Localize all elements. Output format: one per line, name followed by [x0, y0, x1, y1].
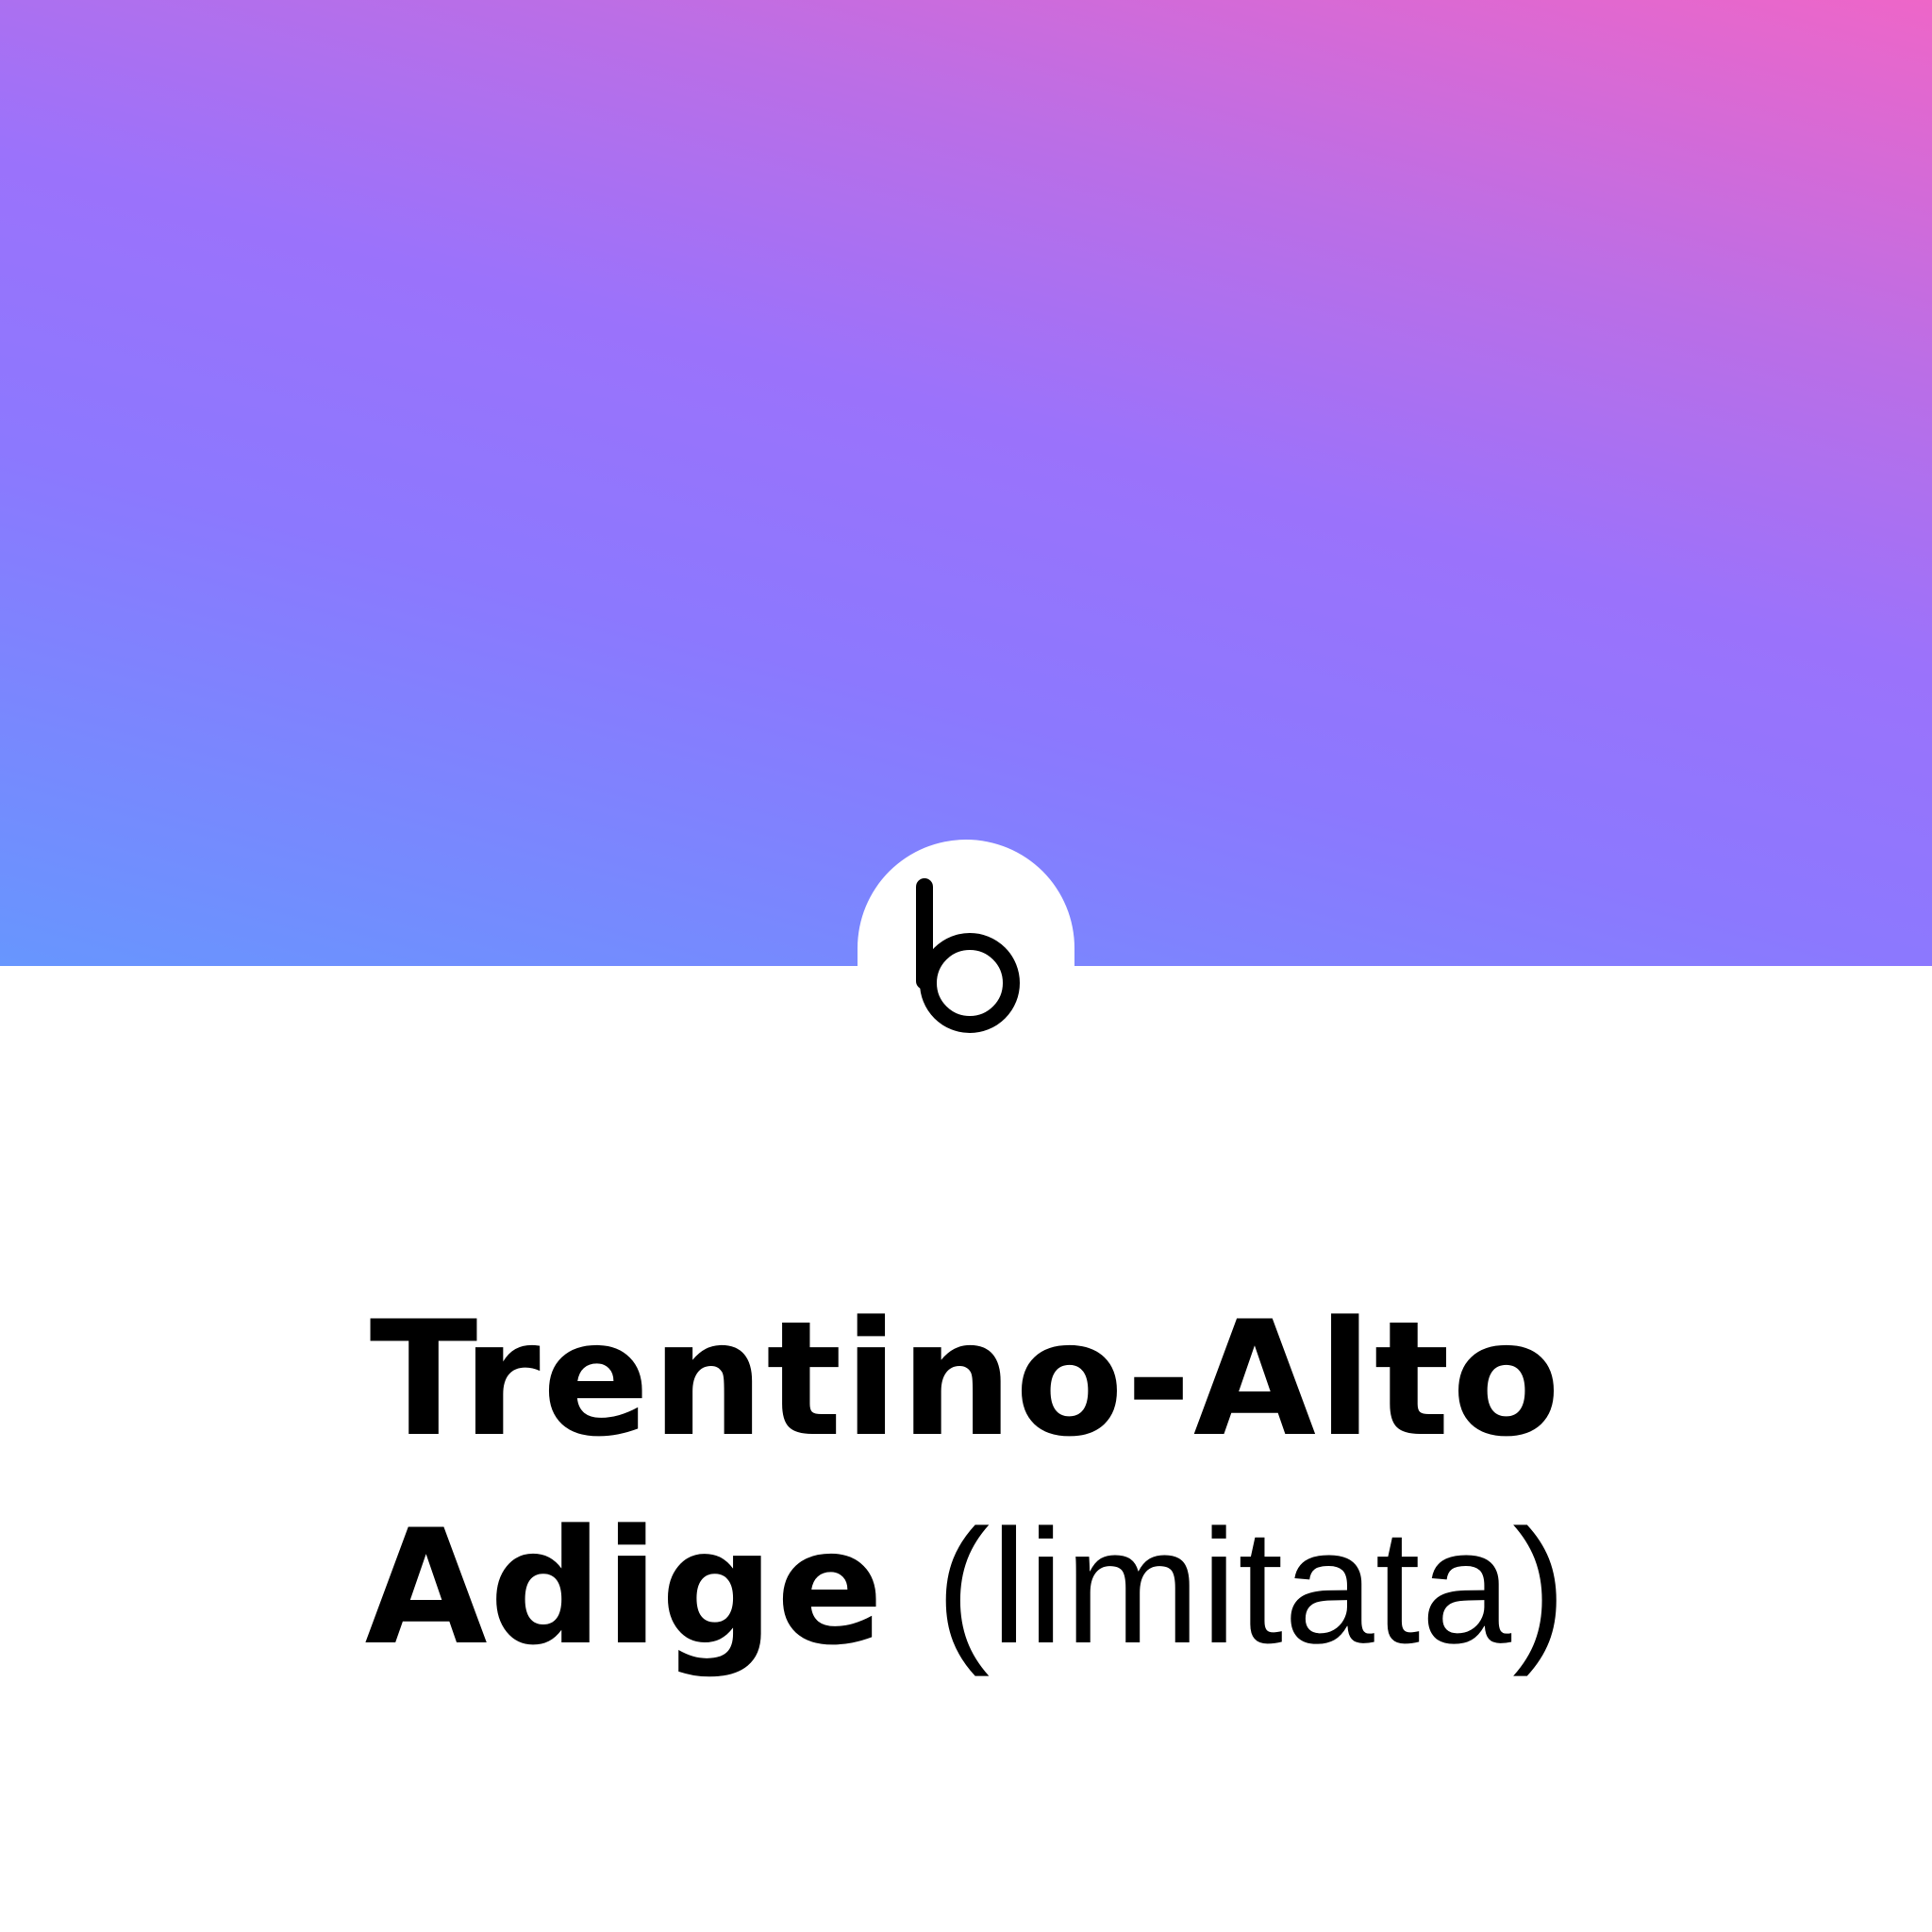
region-title	[0, 1275, 1932, 1691]
title-line-2-light: (limitata)	[936, 1496, 1568, 1677]
title-line-2	[0, 1483, 1932, 1691]
b-logo-icon	[906, 877, 1028, 1038]
title-line-1: Trentino-Alto	[369, 1287, 1563, 1472]
title-line-2-bold: Adige	[364, 1495, 886, 1680]
